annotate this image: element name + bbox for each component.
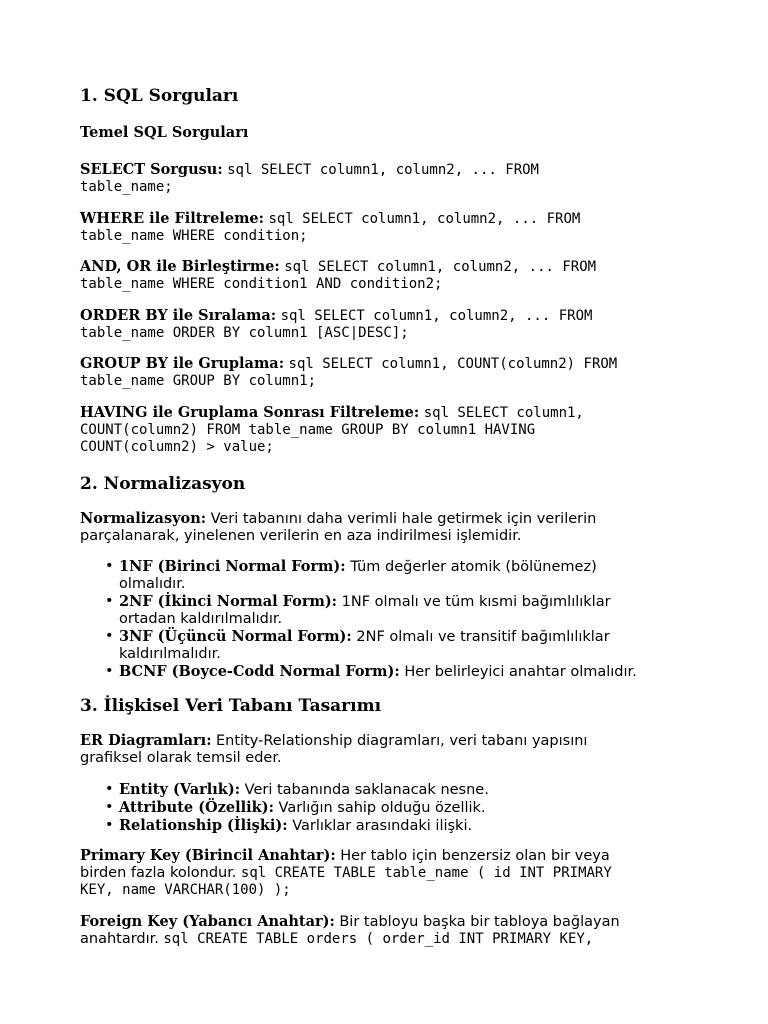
select-code-1: sql SELECT column1, column2, ... FROM [227, 162, 539, 178]
section-2-title: 2. Normalizasyon [80, 474, 246, 494]
nf3-label: 3NF (Üçüncü Normal Form): [119, 628, 352, 645]
section-3-title: 3. İlişkisel Veri Tabanı Tasarımı [80, 696, 382, 716]
bullet-icon: • [105, 799, 114, 815]
foreign-key-line-2-text: anahtardır. [80, 931, 159, 947]
nf2-label: 2NF (İkinci Normal Form): [119, 593, 338, 610]
er-label: ER Diagramları: [80, 732, 212, 749]
list-item [80, 558, 690, 593]
order-by-paragraph [80, 307, 690, 342]
select-label: SELECT Sorgusu: [80, 161, 223, 178]
section-1-subtitle: Temel SQL Sorguları [80, 124, 249, 141]
bcnf-line-1: Her belirleyici anahtar olmalıdır. [404, 664, 637, 680]
select-paragraph [80, 161, 690, 196]
normal-forms-list [80, 558, 690, 681]
entity-text: Veri tabanında saklanacak nesne. [244, 782, 489, 798]
group-by-paragraph [80, 355, 690, 390]
having-label: HAVING ile Gruplama Sonrası Filtreleme: [80, 404, 420, 421]
attribute-label: Attribute (Özellik): [119, 799, 274, 816]
having-code-2: COUNT(column2) FROM table_name GROUP BY column1 HAVING [80, 422, 536, 438]
group-by-code-1: sql SELECT column1, COUNT(column2) FROM [288, 356, 618, 372]
list-item [80, 799, 690, 817]
er-line-1: Entity-Relationship diagramları, veri tabanı yapısını [216, 733, 588, 749]
primary-key-paragraph [80, 847, 690, 899]
bullet-icon: • [105, 558, 114, 574]
nf3-line-2: kaldırılmalıdır. [119, 646, 221, 662]
entity-label: Entity (Varlık): [119, 781, 241, 798]
nf2-line-2: ortadan kaldırılmalıdır. [119, 611, 283, 627]
foreign-key-label: Foreign Key (Yabancı Anahtar): [80, 913, 335, 930]
primary-key-line-3-code: KEY, name VARCHAR(100) ); [80, 882, 291, 898]
having-paragraph [80, 404, 690, 456]
select-code-2: table_name; [80, 179, 173, 195]
foreign-key-line-2-code: sql CREATE TABLE orders ( order_id INT PRIMARY KEY, [163, 931, 594, 947]
and-or-code-2: table_name WHERE condition1 AND condition2; [80, 276, 443, 292]
primary-key-label: Primary Key (Birincil Anahtar): [80, 847, 336, 864]
foreign-key-line-1: Bir tabloyu başka bir tabloya bağlayan [339, 914, 620, 930]
er-line-2: grafiksel olarak temsil eder. [80, 750, 282, 766]
bullet-icon: • [105, 663, 114, 679]
where-label: WHERE ile Filtreleme: [80, 210, 265, 227]
and-or-paragraph [80, 258, 690, 293]
bullet-icon: • [105, 817, 114, 833]
where-code-2: table_name WHERE condition; [80, 228, 308, 244]
bullet-icon: • [105, 628, 114, 644]
list-item [80, 663, 690, 681]
and-or-label: AND, OR ile Birleştirme: [80, 258, 280, 275]
normalization-label: Normalizasyon: [80, 510, 207, 527]
bcnf-label: BCNF (Boyce-Codd Normal Form): [119, 663, 400, 680]
section-1-title: 1. SQL Sorguları [80, 86, 239, 106]
primary-key-line-2-code: sql CREATE TABLE table_name ( id INT PRIMARY [240, 865, 612, 881]
list-item [80, 593, 690, 628]
list-item [80, 817, 690, 835]
list-item [80, 628, 690, 663]
primary-key-line-2-text: birden fazla kolondur. [80, 865, 237, 881]
normalization-line-1: Veri tabanını daha verimli hale getirmek için verilerin [210, 511, 597, 527]
er-paragraph [80, 732, 690, 767]
order-by-code-1: sql SELECT column1, column2, ... FROM [280, 308, 593, 324]
nf2-line-1: 1NF olmalı ve tüm kısmi bağımlılıklar [341, 594, 611, 610]
group-by-code-2: table_name GROUP BY column1; [80, 373, 317, 389]
bullet-icon: • [105, 781, 114, 797]
having-code-1: sql SELECT column1, [423, 405, 584, 421]
order-by-label: ORDER BY ile Sıralama: [80, 307, 277, 324]
nf3-line-1: 2NF olmalı ve transitif bağımlılıklar [356, 629, 610, 645]
group-by-label: GROUP BY ile Gruplama: [80, 355, 285, 372]
attribute-text: Varlığın sahip olduğu özellik. [278, 800, 486, 816]
normalization-intro [80, 510, 690, 545]
and-or-code-1: sql SELECT column1, column2, ... FROM [284, 259, 597, 275]
order-by-code-2: table_name ORDER BY column1 [ASC|DESC]; [80, 325, 409, 341]
foreign-key-paragraph [80, 913, 690, 948]
bullet-icon: • [105, 593, 114, 609]
nf1-line-2: olmalıdır. [119, 576, 186, 592]
nf1-label: 1NF (Birinci Normal Form): [119, 558, 346, 575]
having-code-3: COUNT(column2) > value; [80, 439, 274, 455]
relationship-label: Relationship (İlişki): [119, 817, 288, 834]
er-components-list [80, 781, 690, 835]
primary-key-line-1: Her tablo için benzersiz olan bir veya [340, 848, 610, 864]
where-code-1: sql SELECT column1, column2, ... FROM [268, 211, 581, 227]
nf1-line-1: Tüm değerler atomik (bölünemez) [350, 559, 597, 575]
normalization-line-2: parçalanarak, yinelenen verilerin en aza indirilmesi işlemidir. [80, 528, 522, 544]
where-paragraph [80, 210, 690, 245]
list-item [80, 781, 690, 799]
relationship-text: Varlıklar arasındaki ilişki. [292, 818, 473, 834]
